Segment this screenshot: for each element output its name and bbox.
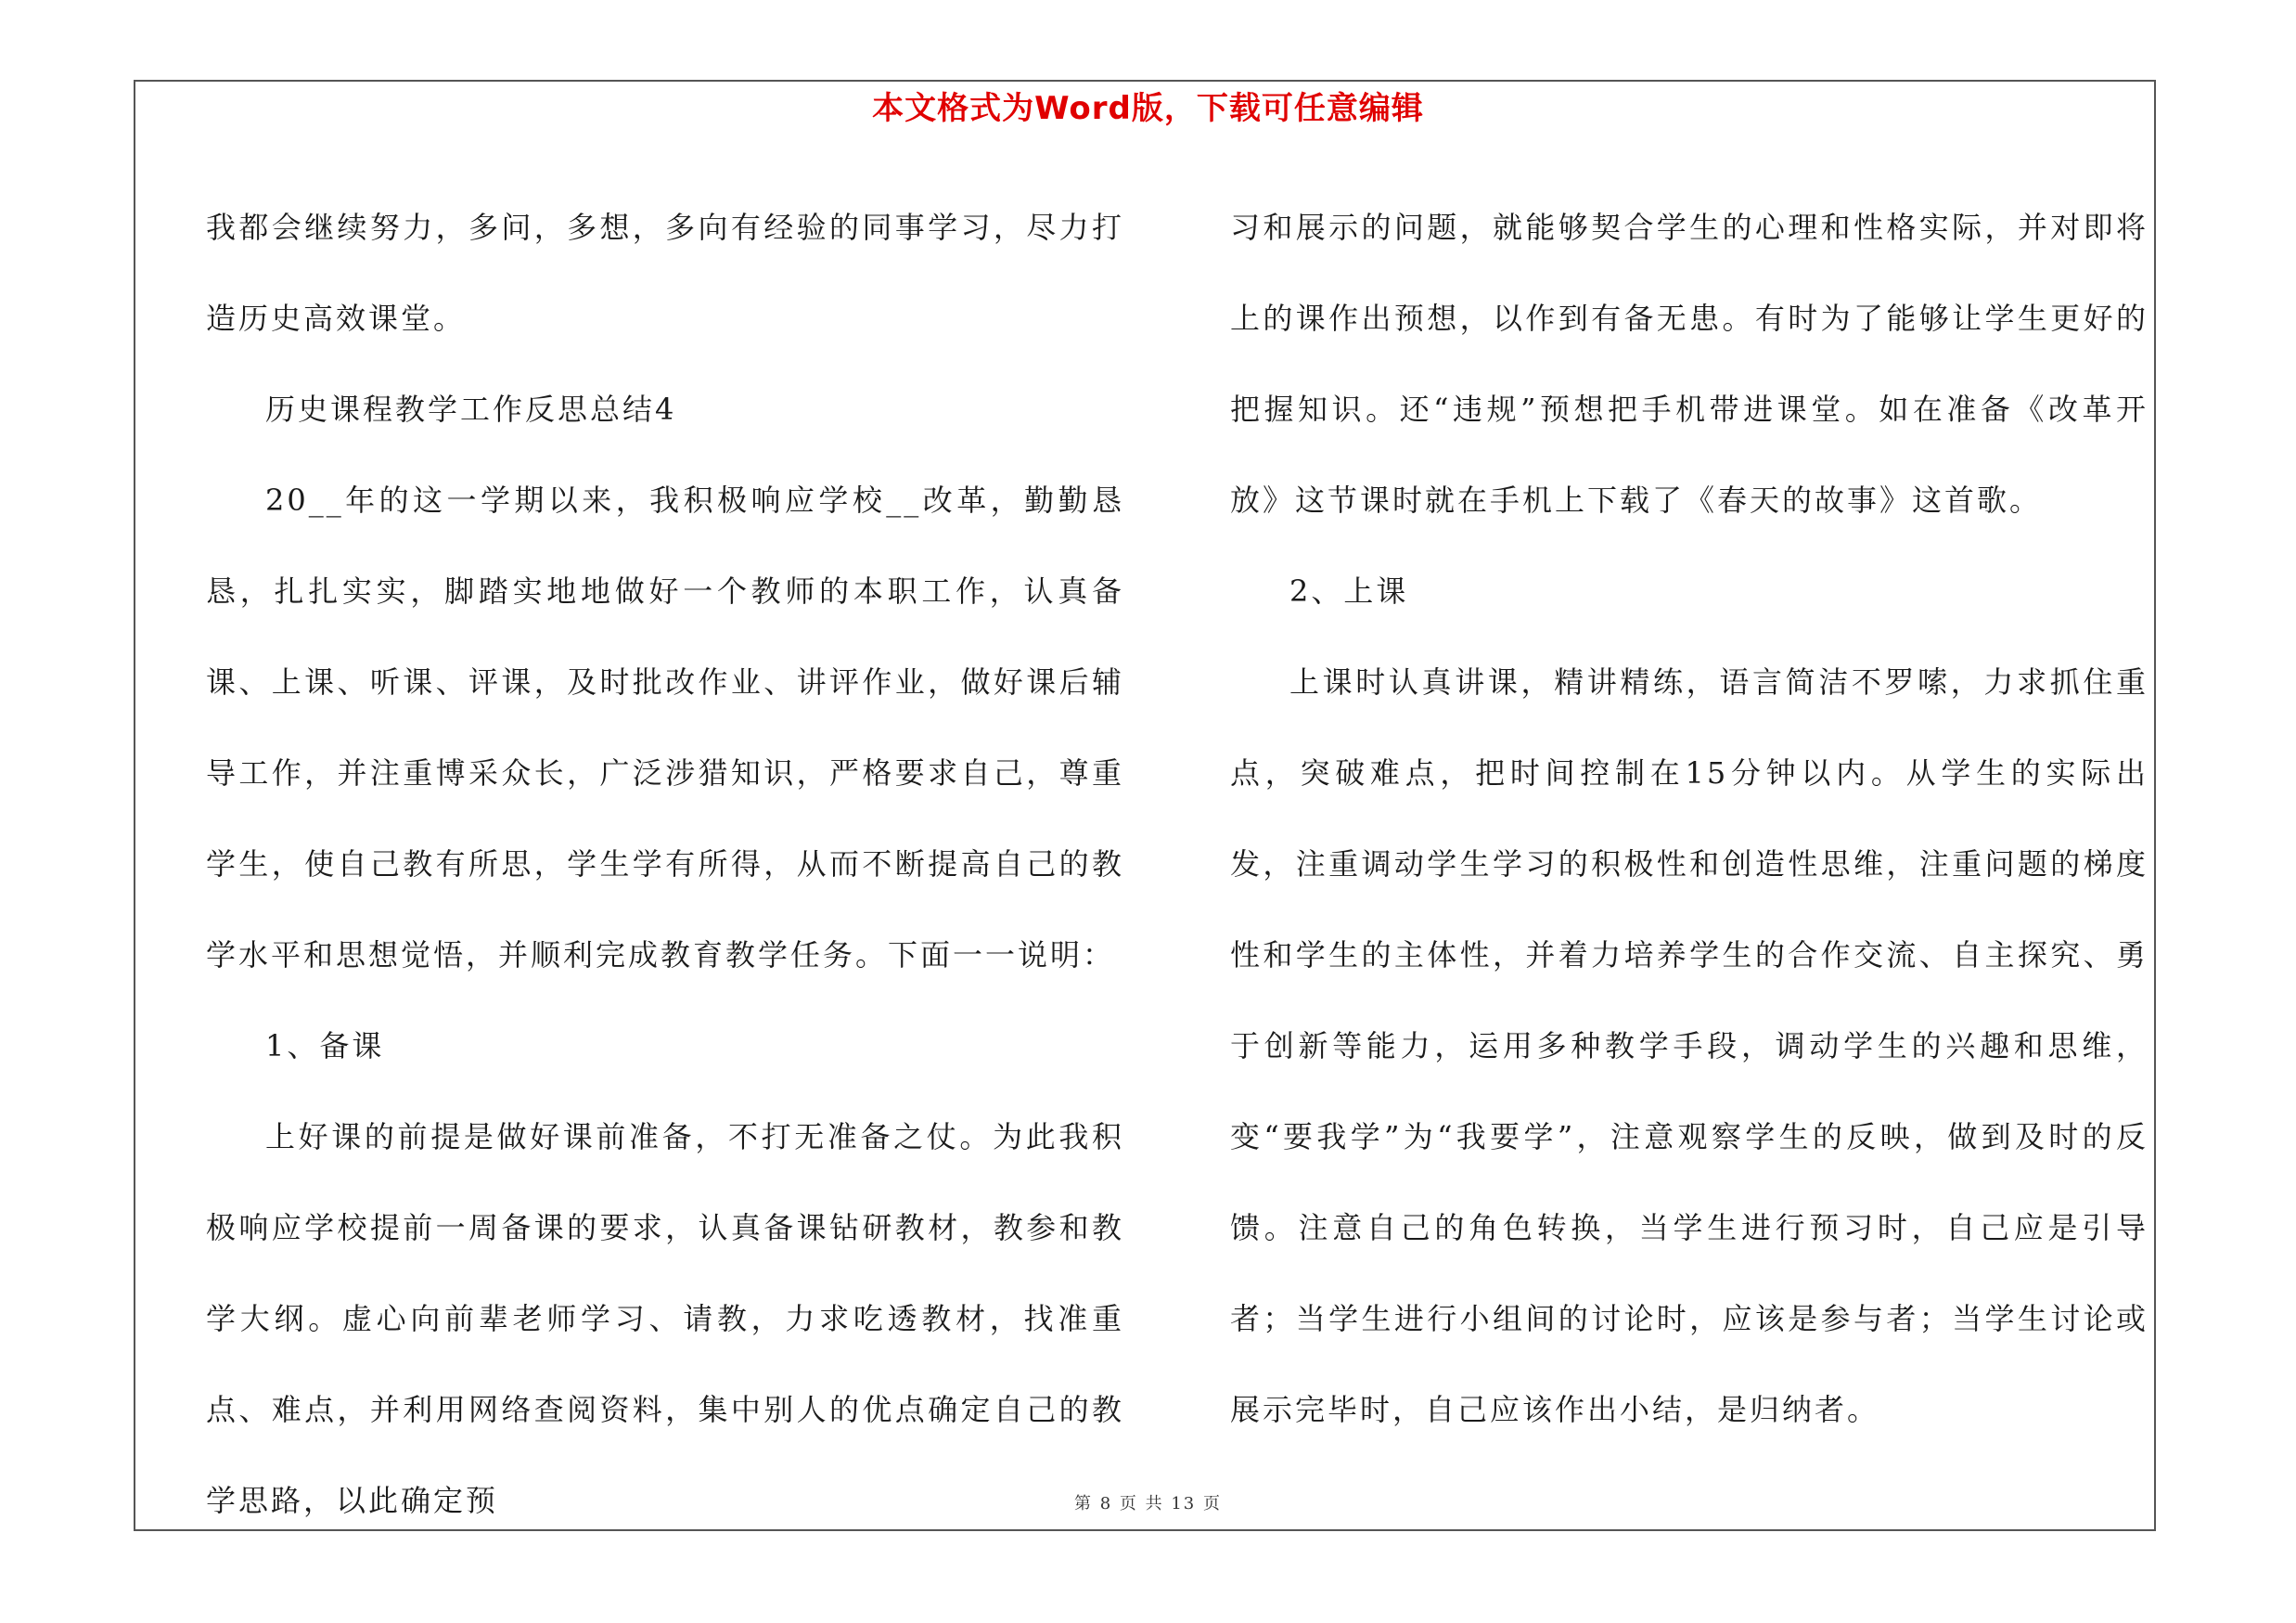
section-heading: 2、上课 (1289, 573, 1409, 609)
paragraph: 20__年的这一学期以来，我积极响应学校__改革，勤勤恳恳，扎扎实实，脚踏实地地做好一个教师的本职工作，认真备课、上课、听课、评课，及时批改作业、讲评作业，做好课后辅导工作，并注重博采众长，广泛涉猎知识，严格要求自己，尊重学生，使自己教有所思，学生学有所得，从而不断提高自己的教学水平和思想觉悟，并顺利完成教育教学任务。下面一一说明： (206, 483, 1124, 973)
paragraph: 上好课的前提是做好课前准备，不打无准备之仗。为此我积极响应学校提前一周备课的要求，认真备课钻研教材，教参和教学大纲。虚心向前辈老师学习、请教，力求吃透教材，找准重点、难点，并利用网络查阅资料，集中别人的优点确定自己的教学思路，以此确定预 (206, 1119, 1124, 1518)
paragraph: 我都会继续努力，多问，多想，多向有经验的同事学习，尽力打造历史高效课堂。 (206, 210, 1124, 336)
left-column (206, 182, 1124, 1546)
format-banner: 本文格式为Word版，下载可任意编辑 (872, 90, 1424, 127)
section-heading: 1、备课 (265, 1028, 385, 1063)
paragraph: 习和展示的问题，就能够契合学生的心理和性格实际，并对即将上的课作出预想，以作到有备无患。有时为了能够让学生更好的把握知识。还“违规”预想把手机带进课堂。如在准备《改革开放》这节课时就在手机上下载了《春天的故事》这首歌。 (1230, 210, 2148, 518)
right-column (1230, 182, 2148, 1455)
section-heading: 历史课程教学工作反思总结4 (265, 392, 677, 427)
page-number: 第 8 页 共 13 页 (1074, 1494, 1222, 1514)
paragraph: 上课时认真讲课，精讲精练，语言简洁不罗嗦，力求抓住重点，突破难点，把时间控制在15分钟以内。从学生的实际出发，注重调动学生学习的积极性和创造性思维，注重问题的梯度性和学生的主体性，并着力培养学生的合作交流、自主探究、勇于创新等能力，运用多种教学手段，调动学生的兴趣和思维，变“要我学”为“我要学”，注意观察学生的反映，做到及时的反馈。注意自己的角色转换，当学生进行预习时，自己应是引导者；当学生进行小组间的讨论时，应该是参与者；当学生讨论或展示完毕时，自己应该作出小结，是归纳者。 (1230, 664, 2148, 1427)
